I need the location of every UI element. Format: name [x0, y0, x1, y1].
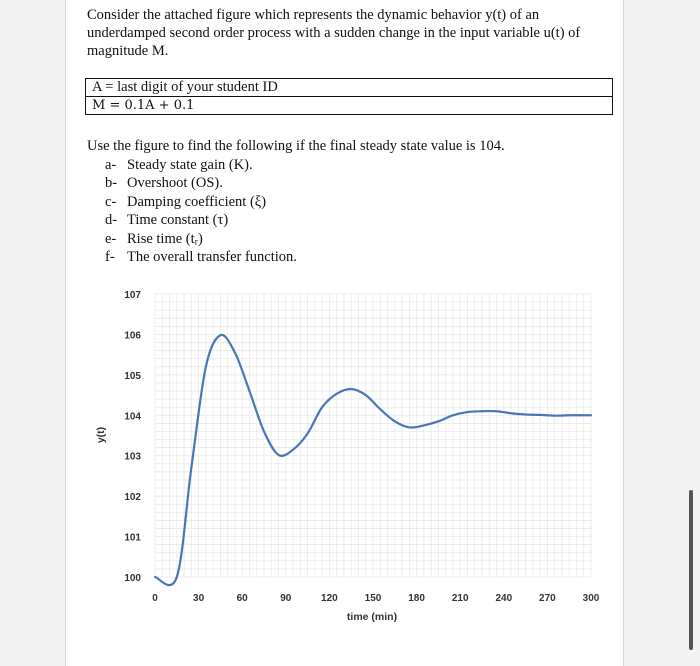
- y-tick-label: 106: [124, 330, 141, 342]
- x-tick-label: 180: [408, 593, 425, 604]
- y-tick-label: 101: [124, 532, 141, 544]
- list-item: f- The overall transfer function.: [105, 248, 297, 265]
- x-tick-label: 300: [582, 593, 600, 604]
- y-tick-label: 104: [124, 411, 141, 423]
- scrollbar[interactable]: [689, 490, 693, 650]
- y-tick-label: 107: [124, 290, 141, 301]
- question-text: Use the figure to find the following if the final steady state value is 104.: [87, 138, 505, 154]
- x-tick-label: 90: [280, 593, 292, 604]
- list-item: b- Overshoot (OS).: [105, 175, 223, 192]
- list-item: e- Rise time (tᵣ): [105, 230, 203, 247]
- y-tick-label: 103: [124, 451, 141, 463]
- x-tick-label: 270: [539, 593, 556, 604]
- x-tick-label: 60: [236, 593, 248, 604]
- x-tick-label: 240: [495, 593, 513, 604]
- y-tick-label: 100: [124, 573, 141, 584]
- y-tick-label: 105: [124, 370, 141, 382]
- parameter-m-row: M = 0.1A + 0.1: [86, 97, 613, 115]
- x-axis-title: time (min): [346, 611, 398, 623]
- list-item: c- Damping coefficient (ξ): [105, 193, 267, 210]
- x-tick-label: 150: [364, 593, 382, 604]
- intro-paragraph: Consider the attached figure which represents the dynamic behavior y(t) of an underdamped second order process with a sudden change in the input variable u(t) of magnitude M.: [87, 7, 581, 59]
- x-tick-label: 210: [451, 593, 469, 604]
- y-axis-title: y(t): [95, 426, 107, 444]
- list-item: a- Steady state gain (K).: [105, 157, 253, 173]
- x-tick-label: 120: [321, 593, 338, 604]
- list-item: d- Time constant (τ): [105, 212, 229, 229]
- parameter-a-row: A = last digit of your student ID: [86, 79, 613, 97]
- x-tick-label: 30: [193, 593, 205, 604]
- y-tick-label: 102: [124, 492, 141, 504]
- x-tick-label: 0: [152, 593, 158, 604]
